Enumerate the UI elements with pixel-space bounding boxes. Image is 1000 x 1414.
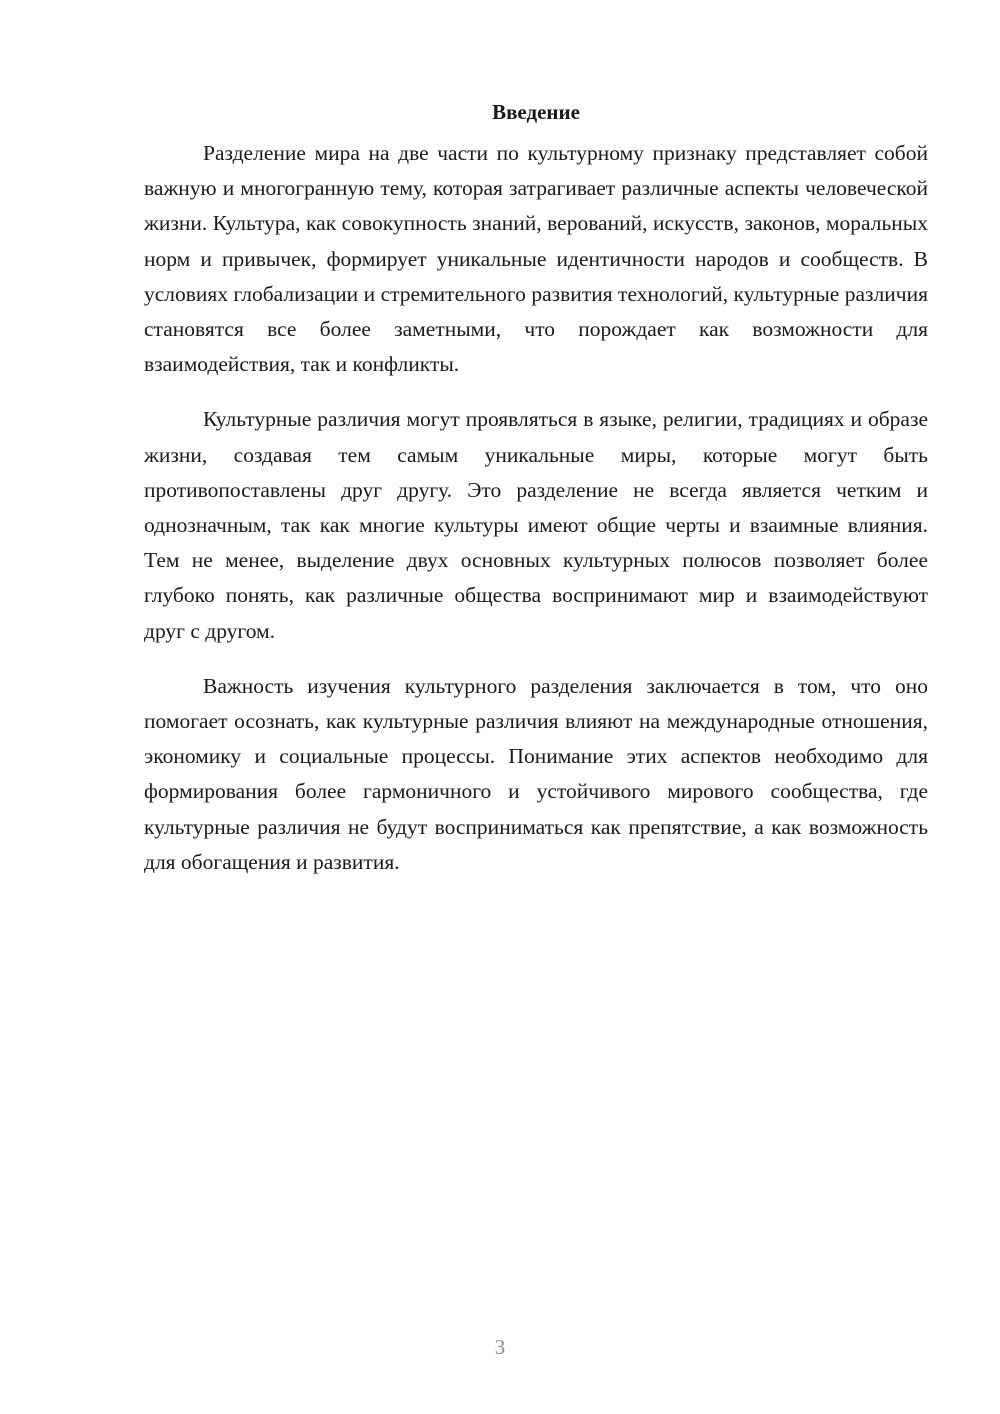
page-number: 3 bbox=[494, 1335, 506, 1359]
paragraph-3: Важность изучения культурного разделения заключается в том, что оно помогает осознать, как культурные различия влияют на международные отношения, экономику и социальные процессы. Понимание этих аспектов необходимо для формирования более гармоничного и устойчивого мирового сообщества, где культурные различия не будут восприниматься как препятствие, а как возможность для обогащения и развития. bbox=[144, 673, 928, 874]
section-heading: Введение bbox=[492, 100, 580, 124]
page-content bbox=[144, 98, 928, 900]
paragraph-2: Культурные различия могут проявляться в языке, религии, традициях и образе жизни, создавая тем самым уникальные миры, которые могут быть противопоставлены друг другу. Это разделение не всегда является четким и однозначным, так как многие культуры имеют общие черты и взаимные влияния. Тем не менее, выделение двух основных культурных полюсов позволяет более глубоко понять, как различные общества воспринимают мир и взаимодействуют друг с другом. bbox=[144, 407, 928, 643]
paragraph-1: Разделение мира на две части по культурному признаку представляет собой важную и многогранную тему, которая затрагивает различные аспекты человеческой жизни. Культура, как совокупность знаний, верований, искусств, законов, моральных норм и привычек, формирует уникальные идентичности народов и сообществ. В условиях глобализации и стремительного развития технологий, культурные различия становятся все более заметными, что порождает как возможности для взаимодействия, так и конфликты. bbox=[144, 141, 928, 377]
